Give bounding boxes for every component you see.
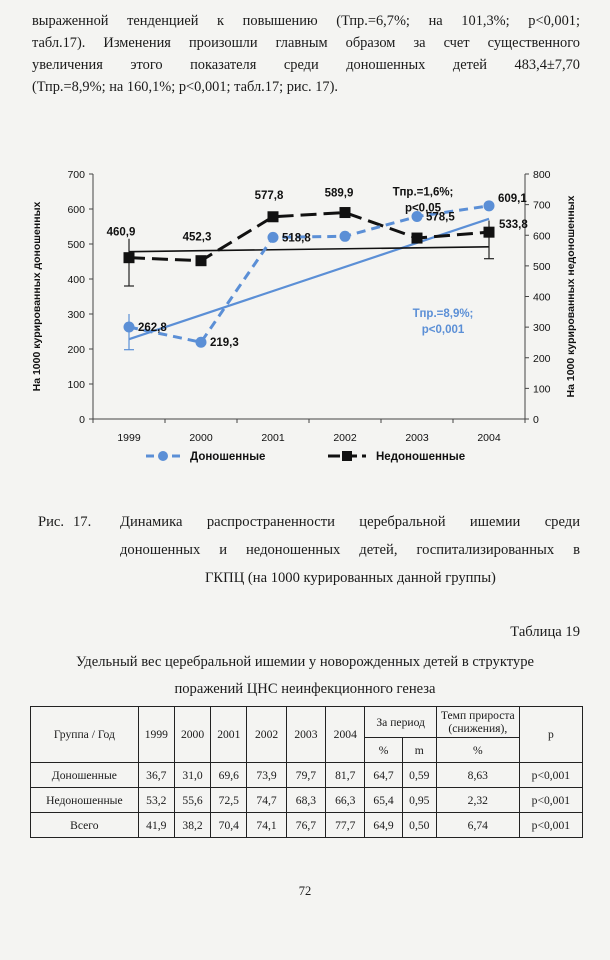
table-row: [31, 788, 583, 813]
y-right-tick-label: 300: [533, 322, 551, 335]
x-tick-label: 2004: [477, 432, 501, 444]
legend-marker-nedoneshennye: [342, 451, 352, 461]
row-group-label: Всего: [31, 813, 139, 838]
x-tick-label: 2003: [405, 432, 429, 444]
value-label-doneshennye: 578,5: [426, 211, 455, 224]
table-cell: 65,4: [365, 788, 402, 813]
x-tick-label: 2000: [189, 432, 213, 444]
header-year: 2002: [247, 707, 286, 763]
data-point-nedoneshennye: [484, 227, 495, 238]
table-cell: 2,32: [436, 788, 519, 813]
table-cell: 66,3: [326, 788, 365, 813]
value-label-doneshennye: 219,3: [210, 337, 239, 350]
y-right-tick-label: 800: [533, 169, 551, 181]
table-cell: 53,2: [138, 788, 174, 813]
y-left-tick-label: 600: [67, 204, 85, 216]
data-point-doneshennye: [484, 200, 495, 211]
value-label-doneshennye: 609,1: [498, 192, 527, 205]
table-body: [31, 763, 583, 838]
table-cell: 76,7: [286, 813, 325, 838]
table-cell: 72,5: [211, 788, 247, 813]
table-row: [31, 763, 583, 788]
x-tick-label: 2001: [261, 432, 285, 444]
y-right-tick-label: 0: [533, 414, 539, 426]
legend-label-nedoneshennye: Недоношенные: [376, 451, 466, 463]
value-label-doneshennye: 262,8: [138, 322, 167, 335]
table-cell: 41,9: [138, 813, 174, 838]
figure-caption: [38, 510, 64, 534]
value-label-nedoneshennye: 577,8: [254, 189, 284, 202]
header-year: 2000: [174, 707, 210, 763]
caption-line: доношенных и недоношенных детей, госпитализированных в: [120, 542, 580, 558]
table-cell: 81,7: [326, 763, 365, 788]
y-right-axis-title: На 1000 курированных недоношенных: [565, 195, 577, 398]
value-label-nedoneshennye: 533,8: [499, 219, 528, 232]
data-point-nedoneshennye: [340, 207, 351, 218]
y-right-tick-label: 600: [533, 230, 551, 243]
trend-line-nedoneshennye: [129, 247, 489, 252]
data-point-nedoneshennye: [268, 211, 279, 222]
header-year: 2004: [326, 707, 365, 763]
table-cell: 8,63: [436, 763, 519, 788]
value-label-nedoneshennye: 460,9: [106, 226, 136, 239]
caption-line: ГКПЦ (на 1000 курированных данной группы): [205, 570, 496, 586]
y-right-tick-label: 100: [533, 383, 551, 396]
data-point-nedoneshennye: [124, 252, 135, 263]
y-right-tick-label: 700: [533, 199, 551, 212]
table-cell: 0,95: [402, 788, 436, 813]
table-cell: 74,1: [247, 813, 286, 838]
header-year: 1999: [138, 707, 174, 763]
data-point-doneshennye: [268, 232, 279, 243]
data-point-doneshennye: [340, 231, 351, 242]
line-chart: [28, 160, 588, 475]
table-title-line: поражений ЦНС неинфекционного генеза: [174, 681, 436, 697]
y-right-tick-label: 500: [533, 260, 551, 273]
legend-marker-doneshennye: [158, 451, 168, 461]
data-table: [30, 706, 583, 838]
y-left-tick-label: 0: [79, 414, 85, 426]
x-tick-label: 2002: [333, 432, 357, 444]
page-number: 72: [298, 884, 312, 898]
data-point-nedoneshennye: [196, 255, 207, 266]
table-cell: 6,74: [436, 813, 519, 838]
table-cell: 77,7: [326, 813, 365, 838]
legend-label-doneshennye: Доношенные: [190, 451, 266, 463]
value-label-doneshennye: 518,8: [282, 232, 311, 245]
data-point-nedoneshennye: [412, 233, 423, 244]
y-right-tick-label: 400: [533, 291, 551, 304]
y-left-tick-label: 200: [67, 344, 85, 356]
row-group-label: Недоношенные: [31, 788, 139, 813]
paragraph-line: увеличения этого показателя среди доношенных детей 483,4±7,70: [32, 57, 580, 73]
caption-line: Динамика распространенности церебральной ишемии среди: [120, 514, 580, 530]
table-cell: 0,59: [402, 763, 436, 788]
table-row: [31, 813, 583, 838]
header-rate: Темп прироста (снижения),: [436, 707, 519, 738]
caption-number: 17.: [73, 514, 92, 530]
caption-prefix: Рис.: [38, 514, 65, 530]
table-cell: 38,2: [174, 813, 210, 838]
value-label-nedoneshennye: 452,3: [182, 231, 212, 244]
table-cell: p<0,001: [519, 763, 582, 788]
table-cell: 0,50: [402, 813, 436, 838]
table-label: Таблица 19: [510, 624, 580, 640]
y-left-tick-label: 500: [67, 239, 85, 251]
y-left-tick-label: 300: [67, 309, 85, 321]
annotation-nedoneshennye: p<0,05: [404, 202, 442, 215]
header-p: p: [519, 707, 582, 763]
table-cell: 64,9: [365, 813, 402, 838]
table-cell: 79,7: [286, 763, 325, 788]
table-cell: 69,6: [211, 763, 247, 788]
table-cell: p<0,001: [519, 813, 582, 838]
data-point-doneshennye: [196, 337, 207, 348]
table-cell: 73,9: [247, 763, 286, 788]
table-cell: 36,7: [138, 763, 174, 788]
y-left-tick-label: 100: [67, 379, 85, 391]
header-period-m: m: [402, 738, 436, 763]
header-period-percent: %: [365, 738, 402, 763]
table-cell: 74,7: [247, 788, 286, 813]
annotation-nedoneshennye: Тпр.=1,6%;: [392, 186, 454, 199]
paragraph-line: выраженной тенденцией к повышению (Тпр.=6,7%; на 101,3%; p<0,001;: [32, 13, 580, 29]
paragraph-line: табл.17). Изменения произошли главным образом за счет существенного: [32, 35, 580, 51]
y-left-tick-label: 400: [67, 274, 85, 286]
table-cell: p<0,001: [519, 788, 582, 813]
y-right-tick-label: 200: [533, 352, 551, 365]
table-cell: 68,3: [286, 788, 325, 813]
row-group-label: Доношенные: [31, 763, 139, 788]
y-left-tick-label: 700: [67, 169, 85, 181]
y-left-axis-title: На 1000 курированных доношенных: [31, 201, 43, 392]
table-cell: 70,4: [211, 813, 247, 838]
annotation-doneshennye: Тпр.=8,9%;: [412, 307, 474, 320]
table-cell: 31,0: [174, 763, 210, 788]
table-cell: 55,6: [174, 788, 210, 813]
header-period: За период: [365, 707, 436, 738]
body-paragraph: [32, 10, 580, 98]
header-rate-unit: %: [436, 738, 519, 763]
paragraph-line: (Тпр.=8,9%; на 160,1%; p<0,001; табл.17; рис. 17).: [32, 79, 338, 95]
header-group: Группа / Год: [31, 707, 139, 763]
data-point-doneshennye: [124, 322, 135, 333]
table-title-line: Удельный вес церебральной ишемии у новорожденных детей в структуре: [76, 654, 534, 670]
annotation-doneshennye: p<0,001: [421, 323, 465, 336]
table-cell: 64,7: [365, 763, 402, 788]
header-year: 2001: [211, 707, 247, 763]
header-year: 2003: [286, 707, 325, 763]
x-tick-label: 1999: [117, 432, 141, 444]
value-label-nedoneshennye: 589,9: [324, 187, 354, 200]
